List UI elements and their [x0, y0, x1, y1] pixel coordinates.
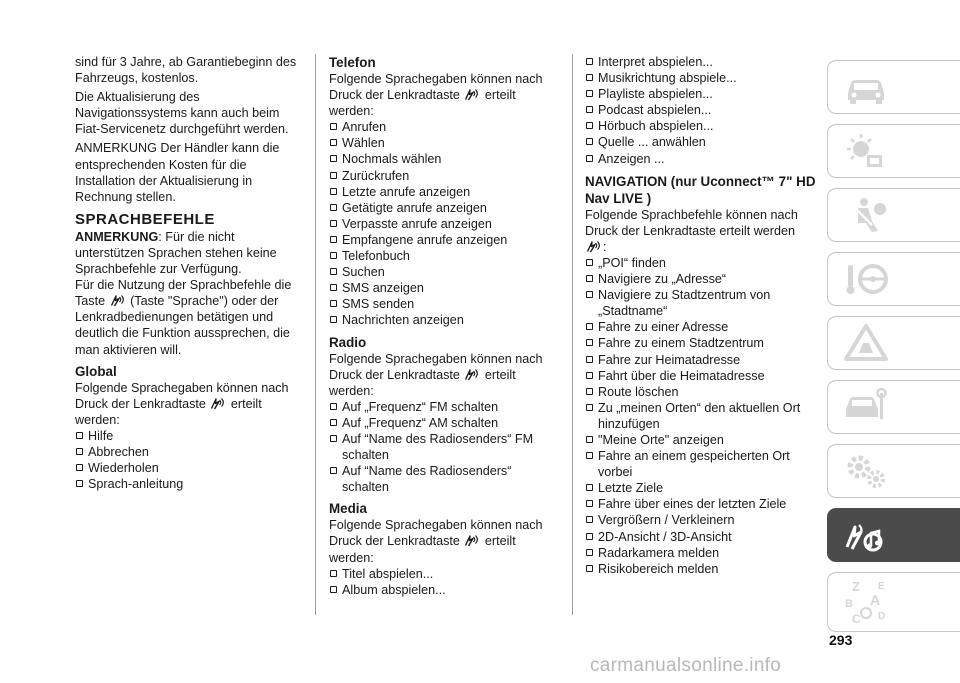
list-item-text: Navigiere zu Stadtzentrum von „Stadtname“ — [598, 288, 771, 319]
list-item-text: Abbrechen — [88, 444, 149, 459]
list-item-text: Nachrichten anzeigen — [342, 313, 464, 328]
global-command-list — [75, 428, 297, 492]
voice-command-icon — [210, 397, 226, 410]
checkbox-bullet-icon — [330, 300, 337, 307]
list-item — [585, 86, 817, 102]
list-item-text: Auf „Frequenz“ FM schalten — [342, 399, 499, 414]
list-item — [329, 431, 557, 463]
list-item-text: "Meine Orte" anzeigen — [598, 432, 724, 447]
list-item-text: Fahre zu einem Stadtzentrum — [598, 336, 764, 351]
checkbox-bullet-icon — [586, 291, 593, 298]
index-letters-icon — [842, 577, 890, 627]
checkbox-bullet-icon — [330, 268, 337, 275]
checkbox-bullet-icon — [330, 435, 337, 442]
list-item — [329, 119, 557, 135]
list-item-text: Wählen — [342, 136, 385, 151]
note-text: : Für die nicht unterstützen Sprachen stehen keine Sprachbefehle zur Verfügung. — [75, 229, 277, 277]
key-steering-wheel-icon — [842, 259, 890, 299]
chapter-tabs — [827, 60, 960, 642]
list-item — [329, 296, 557, 312]
list-item — [329, 399, 557, 415]
heading-sprachbefehle: SPRACHBEFEHLE — [75, 210, 215, 228]
media-intro-end: erteilt werden: — [329, 534, 516, 565]
index-letter: E — [878, 581, 885, 592]
list-item — [329, 415, 557, 431]
navigation-intro-colon: : — [603, 239, 607, 254]
list-item — [585, 480, 817, 496]
telefon-intro-text: Folgende Sprachegaben können nach Druck der Lenkradtaste — [329, 72, 543, 103]
radio-intro-end: erteilt werden: — [329, 367, 516, 398]
list-item-text: Route löschen — [598, 384, 679, 399]
checkbox-bullet-icon — [586, 404, 593, 411]
list-item-text: Radarkamera melden — [598, 545, 720, 560]
column-left — [75, 54, 297, 494]
telefon-intro-end: erteilt werden: — [329, 88, 516, 119]
list-item-text: Fahrt über die Heimatadresse — [598, 368, 765, 383]
warning-triangle-icon — [842, 323, 890, 363]
list-item — [585, 512, 817, 528]
checkbox-bullet-icon — [586, 106, 593, 113]
checkbox-bullet-icon — [76, 448, 83, 455]
voice-usage-text-start: Für die Nutzung der Sprachbefehle die Taste — [75, 278, 292, 309]
list-item-text: Verpasste anrufe anzeigen — [342, 216, 492, 231]
list-item — [329, 264, 557, 280]
column-middle — [329, 54, 557, 600]
warning-lights-icon — [842, 131, 890, 171]
list-item — [585, 432, 817, 448]
list-item — [329, 135, 557, 151]
list-item — [75, 444, 297, 460]
list-item-text: Anrufen — [342, 120, 387, 135]
checkbox-bullet-icon — [586, 516, 593, 523]
checkbox-bullet-icon — [330, 586, 337, 593]
checkbox-bullet-icon — [586, 323, 593, 330]
checkbox-bullet-icon — [586, 565, 593, 572]
checkbox-bullet-icon — [76, 464, 83, 471]
media-intro-text: Folgende Sprachegaben können nach Druck der Lenkradtaste — [329, 518, 543, 549]
voice-command-icon — [464, 368, 480, 381]
service-car-icon — [842, 387, 890, 427]
checkbox-bullet-icon — [330, 284, 337, 291]
checkbox-bullet-icon — [330, 123, 337, 130]
list-item — [585, 529, 817, 545]
checkbox-bullet-icon — [586, 90, 593, 97]
index-letter: Z — [852, 579, 860, 594]
list-item-text: Fahre über eines der letzten Ziele — [598, 497, 787, 512]
list-item — [585, 271, 817, 287]
list-item-text: Interpret abspielen... — [598, 55, 713, 69]
paragraph-update: Die Aktualisierung des Navigationssystems kann auch beim Fiat-Servicenetz durchgeführt werden. — [75, 90, 289, 137]
index-letter: C — [852, 612, 861, 626]
global-intro — [75, 380, 297, 428]
list-item — [329, 216, 557, 232]
checkbox-bullet-icon — [76, 480, 83, 487]
list-item — [329, 232, 557, 248]
paragraph-languages-note — [75, 229, 297, 277]
media-intro — [329, 517, 557, 565]
checkbox-bullet-icon — [586, 549, 593, 556]
list-item-text: Empfangene anrufe anzeigen — [342, 232, 508, 247]
tab-emergency[interactable] — [827, 316, 960, 370]
list-item — [585, 496, 817, 512]
checkbox-bullet-icon — [586, 372, 593, 379]
list-item — [329, 168, 557, 184]
telefon-command-list — [329, 119, 557, 328]
checkbox-bullet-icon — [586, 138, 593, 145]
checkbox-bullet-icon — [586, 484, 593, 491]
column-divider — [572, 54, 573, 615]
list-item-text: SMS anzeigen — [342, 281, 424, 296]
list-item-text: 2D-Ansicht / 3D-Ansicht — [598, 529, 732, 544]
list-item-text: Vergrößern / Verkleinern — [598, 513, 735, 528]
global-intro-end: erteilt werden: — [75, 396, 262, 427]
tab-maintenance[interactable] — [827, 380, 960, 434]
checkbox-bullet-icon — [586, 388, 593, 395]
list-item-text: Hörbuch abspielen... — [598, 119, 714, 134]
checkbox-bullet-icon — [330, 172, 337, 179]
list-item — [75, 428, 297, 444]
heading-radio: Radio — [329, 334, 367, 350]
list-item — [585, 448, 817, 480]
list-item-text: Quelle ... anwählen — [598, 135, 706, 150]
list-item — [585, 384, 817, 400]
list-item — [585, 352, 817, 368]
list-item — [585, 151, 817, 167]
voice-command-icon — [586, 240, 602, 253]
multimedia-voice-icon — [842, 515, 890, 555]
voice-usage-text-end: (Taste "Sprache") oder der Lenkradbedienungen betätigen und deutlich die Funktion aussprechen, die man aktivieren will. — [75, 294, 290, 357]
tab-safety[interactable] — [827, 188, 960, 242]
voice-command-icon — [464, 88, 480, 101]
column-divider — [315, 54, 316, 615]
checkbox-bullet-icon — [330, 252, 337, 259]
tab-technical-data[interactable] — [827, 444, 960, 498]
heading-navigation: NAVIGATION (nur Uconnect™ 7" HD Nav LIVE ) — [585, 173, 816, 206]
checkbox-bullet-icon — [586, 533, 593, 540]
list-item-text: Podcast abspielen... — [598, 103, 712, 118]
list-item-text: Hilfe — [88, 428, 114, 443]
radio-intro-text: Folgende Sprachegaben können nach Druck der Lenkradtaste — [329, 351, 543, 382]
paragraph-dealer-note: ANMERKUNG Der Händler kann die entsprechenden Kosten für die Installation der Aktualisierung in Rechnung stellen. — [75, 141, 280, 204]
voice-command-icon — [110, 294, 126, 307]
list-item — [75, 476, 297, 492]
tab-index[interactable] — [827, 572, 960, 632]
list-item-text: Telefonbuch — [342, 249, 410, 264]
checkbox-bullet-icon — [330, 220, 337, 227]
tab-warning-lights[interactable] — [827, 124, 960, 178]
checkbox-bullet-icon — [586, 356, 593, 363]
list-item-text: Album abspielen... — [342, 582, 446, 597]
list-item — [585, 118, 817, 134]
list-item-text: Sprach-anleitung — [88, 477, 184, 492]
heading-telefon: Telefon — [329, 55, 376, 70]
radio-command-list — [329, 399, 557, 496]
heading-media: Media — [329, 501, 367, 517]
checkbox-bullet-icon — [586, 452, 593, 459]
tab-car[interactable] — [827, 60, 960, 114]
list-item — [329, 463, 557, 495]
list-item — [585, 255, 817, 271]
checkbox-bullet-icon — [586, 339, 593, 346]
list-item — [329, 200, 557, 216]
checkbox-bullet-icon — [76, 432, 83, 439]
list-item-text: Playliste abspielen... — [598, 87, 713, 102]
list-item-text: Fahre zur Heimatadresse — [598, 352, 741, 367]
list-item — [329, 312, 557, 328]
list-item — [585, 54, 817, 70]
page-number: 293 — [829, 632, 853, 648]
checkbox-bullet-icon — [330, 316, 337, 323]
list-item-text: Navigiere zu „Adresse“ — [598, 272, 727, 287]
checkbox-bullet-icon — [330, 204, 337, 211]
index-letter: D — [878, 611, 886, 622]
checkbox-bullet-icon — [330, 155, 337, 162]
list-item — [585, 70, 817, 86]
note-label: ANMERKUNG — [75, 229, 159, 244]
car-icon — [842, 67, 890, 107]
list-item — [585, 134, 817, 150]
checkbox-bullet-icon — [586, 436, 593, 443]
list-item-text: Risikobereich melden — [598, 561, 719, 576]
tools-gears-icon — [842, 451, 890, 491]
list-item-text: Auf „Frequenz“ AM schalten — [342, 415, 499, 430]
list-item-text: „POI“ finden — [598, 255, 666, 270]
list-item-text: Letzte Ziele — [598, 481, 664, 496]
list-item — [585, 368, 817, 384]
index-letter: B — [845, 598, 853, 610]
list-item — [585, 545, 817, 561]
checkbox-bullet-icon — [586, 275, 593, 282]
checkbox-bullet-icon — [586, 74, 593, 81]
tab-starting-driving[interactable] — [827, 252, 960, 306]
list-item — [329, 280, 557, 296]
voice-command-icon — [464, 534, 480, 547]
telefon-intro — [329, 71, 557, 119]
list-item-text: Auf “Name des Radiosenders“ FM schalten — [342, 431, 534, 463]
list-item-text: Zu „meinen Orten“ den aktuellen Ort hinzufügen — [598, 400, 801, 431]
list-item-text: Auf “Name des Radiosenders“ schalten — [342, 464, 512, 495]
heading-global: Global — [75, 363, 117, 379]
list-item — [585, 400, 817, 432]
list-item — [329, 582, 557, 598]
list-item — [585, 319, 817, 335]
checkbox-bullet-icon — [586, 122, 593, 129]
list-item-text: SMS senden — [342, 297, 415, 312]
watermark: carmanualsonline.info — [590, 655, 782, 676]
checkbox-bullet-icon — [586, 259, 593, 266]
list-item — [329, 184, 557, 200]
media-command-list — [329, 566, 557, 598]
navigation-command-list — [585, 255, 817, 577]
seatbelt-airbag-icon — [842, 195, 890, 235]
checkbox-bullet-icon — [330, 419, 337, 426]
global-intro-text: Folgende Sprachegaben können nach Druck der Lenkradtaste — [75, 380, 289, 411]
list-item-text: Suchen — [342, 265, 385, 280]
media-command-list-continued — [585, 54, 817, 167]
paragraph-voice-usage — [75, 277, 297, 357]
checkbox-bullet-icon — [586, 155, 593, 162]
list-item — [329, 151, 557, 167]
checkbox-bullet-icon — [330, 403, 337, 410]
list-item-text: Fahre an einem gespeicherten Ort vorbei — [598, 449, 790, 480]
checkbox-bullet-icon — [330, 188, 337, 195]
list-item — [585, 561, 817, 577]
column-right — [585, 54, 817, 579]
list-item-text: Getätigte anrufe anzeigen — [342, 200, 487, 215]
list-item — [329, 248, 557, 264]
list-item-text: Letzte anrufe anzeigen — [342, 184, 471, 199]
checkbox-bullet-icon — [330, 139, 337, 146]
list-item-text: Nochmals wählen — [342, 152, 442, 167]
navigation-intro — [585, 207, 817, 255]
navigation-intro-text: Folgende Sprachbefehle können nach Druck der Lenkradtaste erteilt werden — [585, 207, 798, 238]
list-item — [75, 460, 297, 476]
list-item-text: Musikrichtung abspiele... — [598, 71, 737, 86]
list-item-text: Wiederholen — [88, 461, 159, 476]
checkbox-bullet-icon — [330, 236, 337, 243]
list-item — [329, 566, 557, 582]
checkbox-bullet-icon — [586, 58, 593, 65]
list-item — [585, 287, 817, 319]
index-letter: A — [870, 592, 881, 608]
list-item — [585, 102, 817, 118]
list-item-text: Titel abspielen... — [342, 566, 434, 581]
checkbox-bullet-icon — [586, 500, 593, 507]
list-item — [585, 335, 817, 351]
list-item-text: Zurückrufen — [342, 168, 410, 183]
list-item-text: Fahre zu einer Adresse — [598, 320, 729, 335]
paragraph-warranty: sind für 3 Jahre, ab Garantiebeginn des Fahrzeugs, kostenlos. — [75, 55, 297, 86]
checkbox-bullet-icon — [330, 467, 337, 474]
list-item-text: Anzeigen ... — [598, 151, 665, 166]
tab-multimedia[interactable] — [827, 508, 960, 562]
checkbox-bullet-icon — [330, 570, 337, 577]
radio-intro — [329, 351, 557, 399]
